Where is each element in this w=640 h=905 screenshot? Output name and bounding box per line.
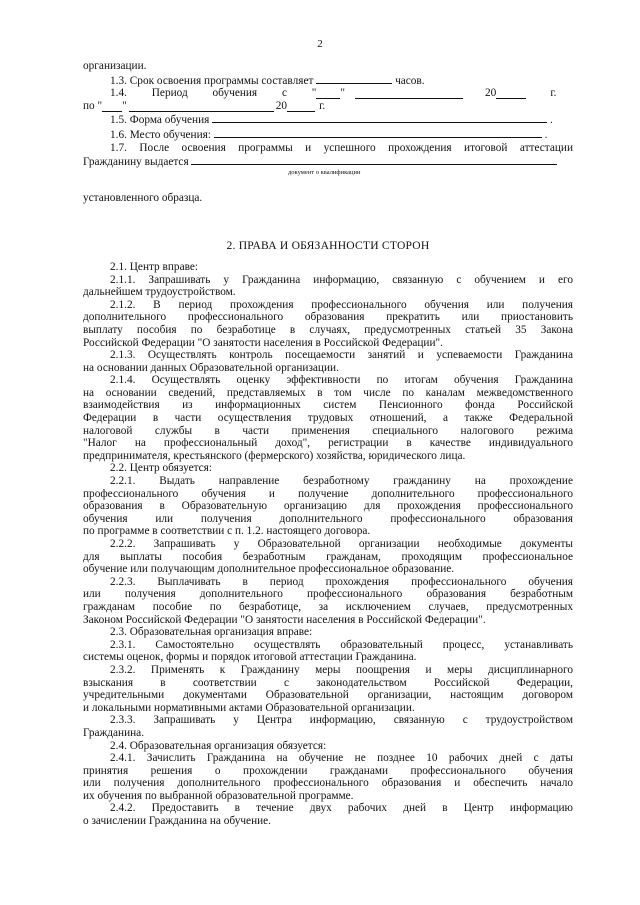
program-duration-line: 1.3. Срок освоения программы составляет часов. bbox=[110, 74, 425, 87]
paragraph-line: профессионального обучения и получение дополнительного профессионального bbox=[83, 487, 573, 500]
paragraph-line: Гражданина. bbox=[83, 726, 145, 739]
paragraph-line: образования в Образовательную организацию для прохождения профессионального bbox=[83, 500, 573, 513]
paragraph-line: обучение или получающим дополнительное профессиональное образование. bbox=[83, 563, 455, 576]
paragraph-line: 2.3.2. Применять к Гражданину меры поощрения и меры дисциплинарного bbox=[110, 663, 573, 676]
text-line: установленного образца. bbox=[83, 191, 203, 204]
page-number: 2 bbox=[317, 38, 323, 50]
paragraph-line: 2.2.1. Выдать направление безработному гражданину на прохождение bbox=[110, 475, 573, 488]
paragraph-line: дальнейшем трудоустройством. bbox=[83, 286, 236, 299]
paragraph-line: 2.3.3. Запрашивать у Центра информацию, связанную с трудоустройством bbox=[110, 714, 573, 727]
paragraph-line: 2.1.3. Осуществлять контроль посещаемости занятий и успеваемости Гражданина bbox=[110, 349, 573, 362]
paragraph-line: 2.4. Образовательная организация обязуется: bbox=[110, 739, 327, 752]
month-blank bbox=[355, 88, 463, 99]
paragraph-line: "Налог на профессиональный доход", регистрации в качестве индивидуального bbox=[83, 437, 573, 450]
hours-blank bbox=[316, 73, 392, 84]
period-line: 1.4. Период обучения с " " 20 г. bbox=[110, 87, 557, 100]
paragraph-line: гражданам пособие по безработице, за исключением случаев, предусмотренных bbox=[83, 600, 573, 613]
paragraph-line: выплату пособия по безработице в случаях, предусмотренных статьей 35 Закона bbox=[83, 323, 573, 336]
paragraph-line: 2.1.1. Запрашивать у Гражданина информацию, связанную с обучением и его bbox=[110, 273, 573, 286]
period-end-line: по " " 20 г. bbox=[83, 99, 326, 112]
paragraph-line: 2.3.1. Самостоятельно осуществлять образовательный процесс, устанавливать bbox=[110, 638, 573, 651]
paragraph-line: по программе в соответствии с п. 1.2. настоящего договора. bbox=[83, 525, 371, 538]
paragraph-line: принятия решения о прохождении гражданами профессионального обучения bbox=[83, 764, 573, 777]
paragraph-line: Законом Российской Федерации "О занятости населения в Российской Федерации". bbox=[83, 613, 486, 626]
paragraph-line: 2.2.3. Выплачивать в период прохождения профессионального обучения bbox=[110, 575, 573, 588]
paragraph-line: налоговой службы в части применения специального налогового режима bbox=[83, 424, 573, 437]
study-place-line: 1.6. Место обучения: . bbox=[110, 128, 548, 141]
paragraph-line: 2.1.4. Осуществлять оценку эффективности по итогам обучения Гражданина bbox=[110, 374, 573, 387]
document-caption: документ о квалификации bbox=[288, 168, 361, 176]
paragraph-line: о зачислении Гражданина на обучение. bbox=[83, 815, 271, 828]
paragraph-line: 2.3. Образовательная организация вправе: bbox=[110, 626, 313, 639]
end-year-blank bbox=[287, 101, 315, 112]
paragraph-line: предпринимателя, крестьянского (фермерского) хозяйства, юридического лица. bbox=[83, 449, 466, 462]
paragraph-line: для выплаты пособия безработным гражданам, проходящим профессиональное bbox=[83, 550, 573, 563]
paragraph-line: 2.2. Центр обязуется: bbox=[110, 462, 213, 475]
document-body bbox=[83, 60, 573, 828]
study-form-blank bbox=[212, 112, 547, 123]
paragraph-line: 2.1. Центр вправе: bbox=[110, 260, 198, 273]
paragraph-line: Федерации в части осуществления трудовых отношений, а также Федеральной bbox=[83, 412, 573, 425]
end-month-blank bbox=[129, 101, 274, 112]
paragraph-line: обучения или получения дополнительного профессионального образования bbox=[83, 512, 573, 525]
paragraph-line: на основании сведений, представляемых в том числе по каналам межведомственного bbox=[83, 386, 573, 399]
paragraph-line: или получения дополнительного профессионального образования безработным bbox=[83, 588, 573, 601]
section-paragraphs bbox=[83, 261, 573, 828]
paragraph-line: их обучения по выбранной образовательной программе. bbox=[83, 789, 354, 802]
text-line: организации. bbox=[83, 60, 147, 72]
section-title: 2. ПРАВА И ОБЯЗАННОСТИ СТОРОН bbox=[226, 239, 430, 253]
study-form-line: 1.5. Форма обучения . bbox=[110, 114, 553, 127]
paragraph-line: системы оценок, формы и порядок итоговой аттестации Гражданина. bbox=[83, 651, 417, 664]
paragraph-line: Российской Федерации "О занятости населения в Российской Федерации". bbox=[83, 336, 443, 349]
year-blank bbox=[496, 88, 526, 99]
paragraph-line: взаимодействия из информационных систем Пенсионного фонда Российской bbox=[83, 399, 573, 412]
study-place-blank bbox=[214, 127, 542, 138]
paragraph-line: 2.4.2. Предоставить в течение двух рабочих дней в Центр информацию bbox=[110, 802, 573, 815]
paragraph-line: на основании данных Образовательной организации. bbox=[83, 361, 339, 374]
paragraph-line: взыскания в соответствии с законодательством Российской Федерации, bbox=[83, 676, 573, 689]
paragraph-line: 2.2.2. Запрашивать у Образовательной организации необходимые документы bbox=[110, 538, 573, 550]
day-blank bbox=[316, 88, 340, 99]
paragraph-line: дополнительного профессионального образования прекратить или приостановить bbox=[83, 311, 573, 324]
certificate-line: 1.7. После освоения программы и успешного прохождения итоговой аттестации bbox=[110, 141, 573, 154]
issued-line: Гражданину выдается bbox=[83, 154, 573, 169]
paragraph-line: и локальными нормативными актами Образовательной организации. bbox=[83, 701, 415, 714]
paragraph-line: 2.1.2. В период прохождения профессионального обучения или получения bbox=[110, 298, 573, 311]
end-day-blank bbox=[102, 101, 122, 112]
document-blank bbox=[191, 154, 557, 165]
paragraph-line: учредительными документами Образовательной организации, настоящим договором bbox=[83, 689, 573, 702]
paragraph-line: 2.4.1. Зачислить Гражданина на обучение не позднее 10 рабочих дней с даты bbox=[110, 752, 573, 765]
paragraph-line: или получения дополнительного профессионального образования и обеспечить начало bbox=[83, 777, 573, 790]
